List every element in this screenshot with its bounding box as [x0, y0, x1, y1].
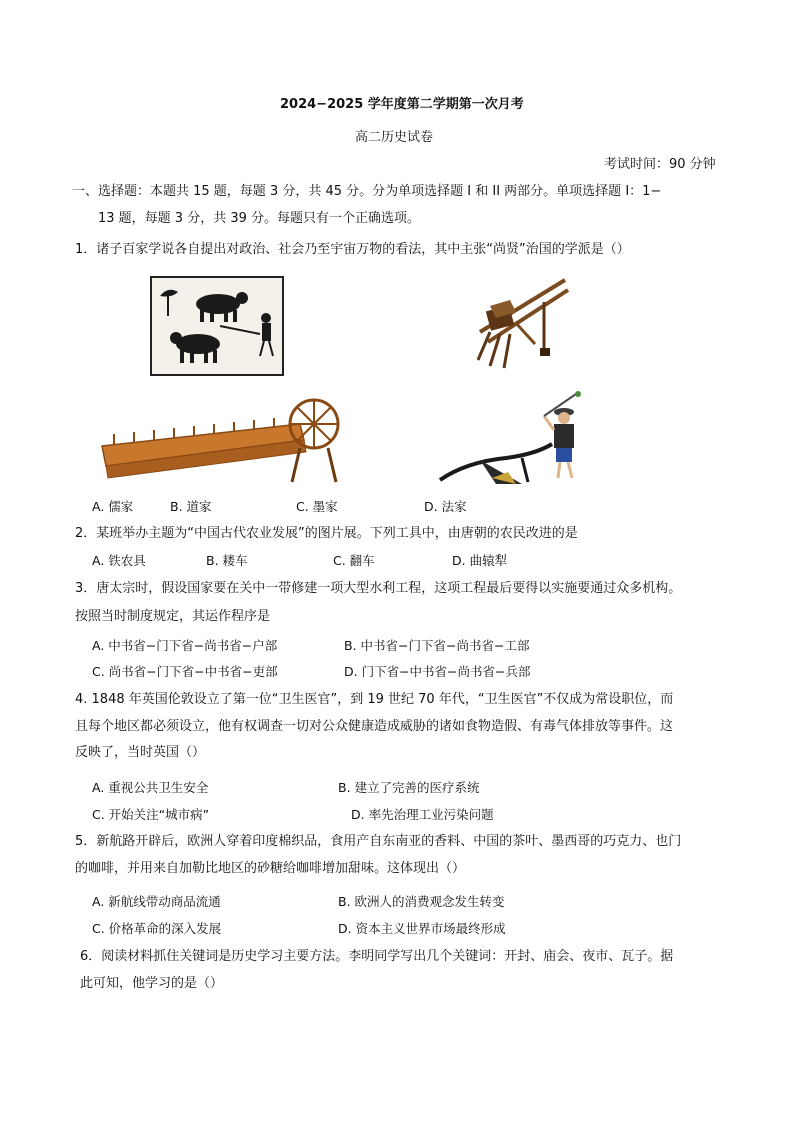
question-3-stem-line1: 3．唐太宗时，假设国家要在关中一带修建一项大型水利工程，这项工程最后要得以实施要通过众多机构。	[75, 581, 682, 596]
question-4-option-d: D. 率先治理工业污染问题	[351, 807, 494, 822]
question-4-stem-line1: 4. 1848 年英国伦敦设立了第一位“卫生医官”，到 19 世纪 70 年代，“卫生医官”不仅成为常设职位，而	[75, 692, 674, 707]
question-2-option-c: C. 翻车	[333, 553, 375, 568]
question-3-stem-line2: 按照当时制度规定，其运作程序是	[75, 609, 271, 624]
question-1-option-d: D. 法家	[424, 499, 467, 514]
figure-chain-pump	[100, 394, 344, 488]
question-1-option-c: C. 墨家	[296, 499, 338, 514]
question-5-option-c: C. 价格革命的深入发展	[92, 921, 222, 936]
square-pallet-chain-pump-fanche-icon	[100, 394, 344, 488]
question-3-option-b: B. 中书省−门下省−尚书省−工部	[344, 638, 530, 653]
seed-drill-louche-icon	[460, 272, 572, 376]
question-2-option-a: A. 铁农具	[92, 553, 146, 568]
section-intro-line2: 13 题，每题 3 分，共 39 分。每题只有一个正确选项。	[98, 211, 421, 226]
question-2-option-d: D. 曲辕犁	[452, 553, 508, 568]
exam-time: 考试时间：90 分钟	[604, 157, 716, 172]
figure-curved-shaft-plow	[436, 388, 596, 488]
question-5-option-b: B. 欧洲人的消费观念发生转变	[338, 894, 505, 909]
figure-ox-plowing	[150, 276, 284, 376]
question-2-stem: 2．某班举办主题为“中国古代农业发展”的图片展。下列工具中，由唐朝的农民改进的是	[75, 526, 578, 541]
ox-plowing-stone-relief-icon	[150, 276, 284, 376]
question-6-stem-line2: 此可知，他学习的是（）	[80, 976, 224, 991]
question-1-option-a: A. 儒家	[92, 499, 134, 514]
question-4-option-a: A. 重视公共卫生安全	[92, 780, 209, 795]
exam-title: 2024−2025 学年度第二学期第一次月考	[280, 97, 524, 112]
question-5-option-d: D. 资本主义世界市场最终形成	[338, 921, 506, 936]
question-3-option-a: A. 中书省−门下省−尚书省−户部	[92, 638, 278, 653]
question-5-stem-line1: 5．新航路开辟后，欧洲人穿着印度棉织品，食用产自东南亚的香料、中国的茶叶、墨西哥的巧克力、也门	[75, 834, 682, 849]
question-5-option-a: A. 新航线带动商品流通	[92, 894, 221, 909]
question-3-option-d: D. 门下省−中书省−尚书省−兵部	[344, 664, 531, 679]
question-3-option-c: C. 尚书省−门下省−中书省−吏部	[92, 664, 278, 679]
question-6-stem-line1: 6．阅读材料抓住关键词是历史学习主要方法。李明同学写出几个关键词：开封、庙会、夜市、瓦子。据	[80, 949, 674, 964]
curved-shaft-plow-icon	[436, 388, 596, 488]
question-5-stem-line2: 的咖啡，并用来自加勒比地区的砂糖给咖啡增加甜味。这体现出（）	[75, 861, 466, 876]
exam-subtitle: 高二历史试卷	[355, 130, 434, 145]
question-4-stem-line3: 反映了，当时英国（）	[75, 745, 206, 760]
question-4-stem-line2: 且每个地区都必须设立，他有权调查一切对公众健康造成威胁的诸如食物造假、有毒气体排放等事件。这	[75, 719, 674, 734]
question-4-option-c: C. 开始关注“城市病”	[92, 807, 210, 822]
question-1-option-b: B. 道家	[170, 499, 212, 514]
figure-seed-drill	[460, 272, 572, 376]
section-intro-line1: 一、选择题：本题共 15 题，每题 3 分，共 45 分。分为单项选择题 I 和 II 两部分。单项选择题 I：1−	[72, 184, 662, 199]
question-2-option-b: B. 耧车	[206, 553, 248, 568]
question-1-stem: 1．诸子百家学说各自提出对政治、社会乃至宇宙万物的看法，其中主张“尚贤”治国的学派是（）	[75, 242, 630, 257]
question-4-option-b: B. 建立了完善的医疗系统	[338, 780, 480, 795]
